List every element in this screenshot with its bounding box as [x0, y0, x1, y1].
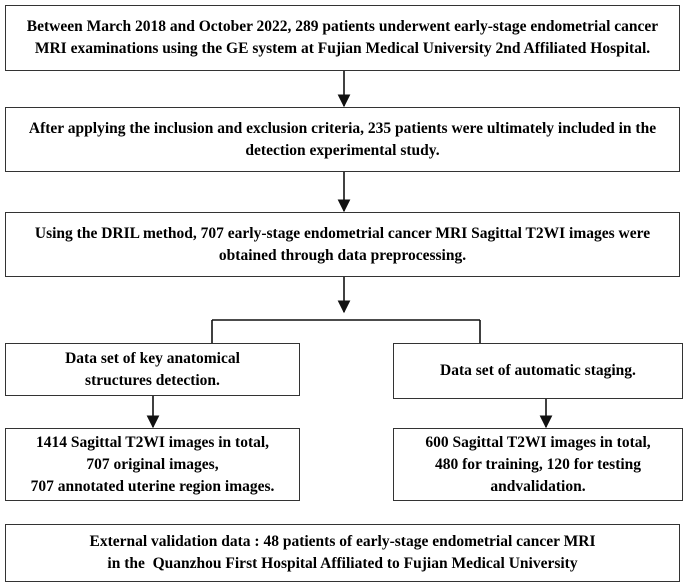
enrollment-box	[5, 5, 680, 71]
preprocessing-line-1: Using the DRIL method, 707 early-stage endometrial cancer MRI Sagittal T2WI images were	[34, 224, 651, 242]
preprocessing-line-2: obtained through data preprocessing.	[218, 246, 467, 264]
detection-images-line-1: 1414 Sagittal T2WI images in total,	[35, 433, 270, 451]
inclusion-line-2: detection experimental study.	[245, 141, 440, 159]
enrollment-line-1: Between March 2018 and October 2022, 289 patients underwent early-stage endometrial cancer	[26, 18, 659, 35]
staging-set-box	[393, 343, 683, 399]
detection-images-box	[5, 428, 300, 501]
inclusion-line-1: After applying the inclusion and exclusion criteria, 235 patients were ultimately included in the	[28, 119, 657, 137]
detection-images-line-2: 707 original images,	[86, 455, 219, 473]
inclusion-box	[5, 107, 680, 172]
external-line-2: in the Quanzhou First Hospital Affiliated to Fujian Medical University	[107, 555, 578, 572]
detection-set-line-1: Data set of key anatomical	[65, 349, 240, 367]
preprocessing-box	[5, 212, 680, 277]
detection-images-line-3: 707 annotated uterine region images.	[30, 477, 275, 495]
staging-images-line-2: 480 for training, 120 for testing	[434, 455, 642, 473]
detection-set-line-2: structures detection.	[85, 371, 220, 389]
staging-images-line-1: 600 Sagittal T2WI images in total,	[425, 433, 651, 451]
staging-set-line-1: Data set of automatic staging.	[440, 362, 636, 379]
enrollment-line-2: MRI examinations using the GE system at Fujian Medical University 2nd Affiliated Hospital.	[34, 40, 651, 57]
external-validation-box	[5, 524, 680, 582]
external-line-1: External validation data : 48 patients of early-stage endometrial cancer MRI	[89, 533, 596, 550]
detection-set-box	[5, 343, 300, 396]
staging-images-box	[393, 428, 683, 501]
staging-images-line-3: andvalidation.	[490, 477, 586, 495]
